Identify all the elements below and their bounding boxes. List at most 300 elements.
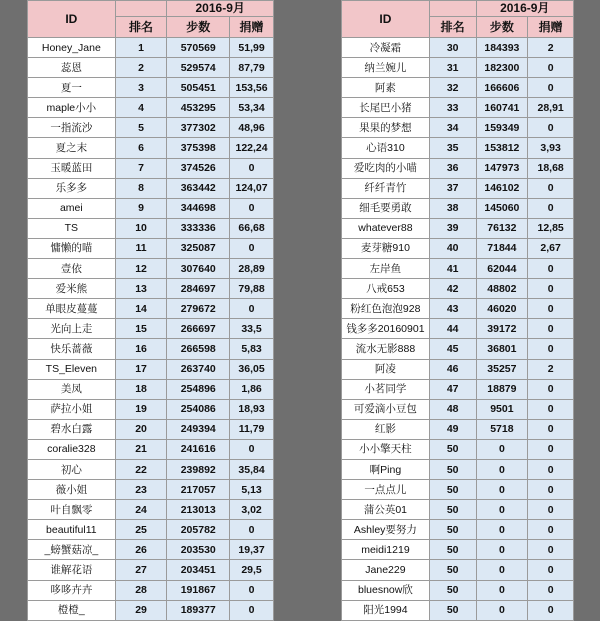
id-cell: beautiful11 [28, 520, 116, 540]
steps-cell: 0 [476, 500, 528, 520]
table-row [342, 299, 574, 319]
id-cell: TS_Eleven [28, 359, 116, 379]
rank-cell: 14 [115, 299, 167, 319]
rank-cell: 39 [429, 218, 476, 238]
steps-cell: 254086 [167, 399, 230, 419]
rank-cell: 50 [429, 480, 476, 500]
table-row [28, 259, 274, 279]
donation-cell: 29,5 [230, 560, 274, 580]
table-row [28, 158, 274, 178]
id-cell: 流水无影888 [342, 339, 430, 359]
rank-cell: 18 [115, 379, 167, 399]
donation-cell: 122,24 [230, 138, 274, 158]
donation-cell: 0 [528, 58, 574, 78]
table-row [342, 359, 574, 379]
table-row [28, 98, 274, 118]
id-cell: bluesnow欣 [342, 580, 430, 600]
id-cell: 谁解花语 [28, 560, 116, 580]
table-row [342, 379, 574, 399]
steps-cell: 241616 [167, 439, 230, 459]
table-row [28, 279, 274, 299]
id-cell: 一点点儿 [342, 480, 430, 500]
table-row [28, 379, 274, 399]
id-cell: Jane229 [342, 560, 430, 580]
id-cell: coralie328 [28, 439, 116, 459]
id-cell: amei [28, 198, 116, 218]
rank-cell: 45 [429, 339, 476, 359]
table-row [342, 178, 574, 198]
table-row [28, 540, 274, 560]
steps-cell: 39172 [476, 319, 528, 339]
id-cell: Ashley要努力 [342, 520, 430, 540]
rank-cell: 17 [115, 359, 167, 379]
steps-cell: 279672 [167, 299, 230, 319]
table-row [28, 399, 274, 419]
id-cell: 薇小姐 [28, 480, 116, 500]
id-cell: 夏一 [28, 78, 116, 98]
rank-cell: 3 [115, 78, 167, 98]
rank-cell: 2 [115, 58, 167, 78]
id-cell: 小茗同学 [342, 379, 430, 399]
rank-cell: 27 [115, 560, 167, 580]
steps-cell: 182300 [476, 58, 528, 78]
period-header: 2016-9月 [476, 1, 573, 17]
rank-cell: 49 [429, 419, 476, 439]
id-cell: 夏之末 [28, 138, 116, 158]
rank-cell: 38 [429, 198, 476, 218]
id-cell: 纤纤青竹 [342, 178, 430, 198]
steps-cell: 0 [476, 540, 528, 560]
rank-cell: 12 [115, 259, 167, 279]
table-row [342, 319, 574, 339]
table-row [28, 600, 274, 620]
rank-cell: 37 [429, 178, 476, 198]
rank-cell: 1 [115, 38, 167, 58]
id-cell: 哆哆卉卉 [28, 580, 116, 600]
id-cell: 快乐蔷薇 [28, 339, 116, 359]
id-cell: 光向上走 [28, 319, 116, 339]
rank-cell: 50 [429, 560, 476, 580]
table-row [28, 319, 274, 339]
id-cell: 八戒653 [342, 279, 430, 299]
donation-cell: 5,13 [230, 480, 274, 500]
donation-cell: 28,91 [528, 98, 574, 118]
steps-cell: 189377 [167, 600, 230, 620]
rank-cell: 31 [429, 58, 476, 78]
steps-cell: 203451 [167, 560, 230, 580]
steps-cell: 249394 [167, 419, 230, 439]
rank-cell: 46 [429, 359, 476, 379]
id-cell: 慵懒的喵 [28, 238, 116, 258]
steps-cell: 266697 [167, 319, 230, 339]
donation-cell: 2 [528, 38, 574, 58]
header-blank-cell [429, 1, 476, 17]
id-cell: 纳兰婉儿 [342, 58, 430, 78]
donation-cell: 33,5 [230, 319, 274, 339]
id-cell: 小小擎天柱 [342, 439, 430, 459]
id-cell: 乐多多 [28, 178, 116, 198]
donation-cell: 48,96 [230, 118, 274, 138]
rank-cell: 43 [429, 299, 476, 319]
table-row [28, 299, 274, 319]
table-row [342, 339, 574, 359]
steps-cell: 344698 [167, 198, 230, 218]
table-row [28, 439, 274, 459]
id-cell: 心语310 [342, 138, 430, 158]
id-cell: 一指流沙 [28, 118, 116, 138]
id-cell: 果果的梦想 [342, 118, 430, 138]
donation-cell: 11,79 [230, 419, 274, 439]
donation-cell: 87,79 [230, 58, 274, 78]
table-row [28, 500, 274, 520]
donation-cell: 3,93 [528, 138, 574, 158]
table-row [28, 480, 274, 500]
id-cell: 壹依 [28, 259, 116, 279]
donation-cell: 18,93 [230, 399, 274, 419]
steps-cell: 76132 [476, 218, 528, 238]
steps-cell: 254896 [167, 379, 230, 399]
donation-cell: 2,67 [528, 238, 574, 258]
rank-cell: 32 [429, 78, 476, 98]
table-row [342, 399, 574, 419]
steps-cell: 203530 [167, 540, 230, 560]
steps-cell: 363442 [167, 178, 230, 198]
id-cell: TS [28, 218, 116, 238]
id-cell: 初心 [28, 459, 116, 479]
donation-cell: 0 [230, 600, 274, 620]
table-row [342, 38, 574, 58]
table-row [342, 419, 574, 439]
table-row [342, 198, 574, 218]
rank-cell: 7 [115, 158, 167, 178]
rank-cell: 50 [429, 600, 476, 620]
donation-cell: 0 [230, 299, 274, 319]
steps-cell: 217057 [167, 480, 230, 500]
id-cell: 麦芽糖910 [342, 238, 430, 258]
donation-cell: 79,88 [230, 279, 274, 299]
id-cell: 橙橙_ [28, 600, 116, 620]
id-column-header: ID [28, 1, 116, 38]
steps-cell: 160741 [476, 98, 528, 118]
rank-cell: 6 [115, 138, 167, 158]
table-row [342, 480, 574, 500]
steps-cell: 48802 [476, 279, 528, 299]
id-cell: 长尾巴小猪 [342, 98, 430, 118]
id-cell: 阳光1994 [342, 600, 430, 620]
id-cell: 萨拉小姐 [28, 399, 116, 419]
donation-cell: 0 [230, 520, 274, 540]
steps-cell: 0 [476, 600, 528, 620]
donation-cell: 66,68 [230, 218, 274, 238]
steps-cell: 0 [476, 480, 528, 500]
table-row [342, 118, 574, 138]
table-row [28, 359, 274, 379]
rank-cell: 22 [115, 459, 167, 479]
rank-cell: 50 [429, 580, 476, 600]
steps-cell: 46020 [476, 299, 528, 319]
id-cell: 阿素 [342, 78, 430, 98]
steps-cell: 0 [476, 560, 528, 580]
rank-cell: 8 [115, 178, 167, 198]
steps-cell: 570569 [167, 38, 230, 58]
steps-cell: 166606 [476, 78, 528, 98]
rank-cell: 50 [429, 520, 476, 540]
steps-cell: 146102 [476, 178, 528, 198]
donation-column-header: 捐赠 [528, 17, 574, 38]
donation-cell: 0 [528, 560, 574, 580]
rank-cell: 9 [115, 198, 167, 218]
donation-cell: 0 [528, 78, 574, 98]
rank-cell: 35 [429, 138, 476, 158]
donation-cell: 53,34 [230, 98, 274, 118]
table-row [28, 520, 274, 540]
rank-cell: 34 [429, 118, 476, 138]
rank-cell: 16 [115, 339, 167, 359]
steps-cell: 375398 [167, 138, 230, 158]
donation-column-header: 捐赠 [230, 17, 274, 38]
rank-cell: 50 [429, 540, 476, 560]
table-row [342, 459, 574, 479]
donation-cell: 0 [230, 158, 274, 178]
steps-cell: 9501 [476, 399, 528, 419]
id-cell: 蕊恩 [28, 58, 116, 78]
table-row [28, 78, 274, 98]
rank-cell: 50 [429, 459, 476, 479]
steps-cell: 18879 [476, 379, 528, 399]
table-row [342, 218, 574, 238]
rank-cell: 36 [429, 158, 476, 178]
donation-cell: 0 [230, 439, 274, 459]
id-cell: 红影 [342, 419, 430, 439]
donation-cell: 0 [528, 419, 574, 439]
id-cell: meidi1219 [342, 540, 430, 560]
table-row [28, 138, 274, 158]
period-header: 2016-9月 [167, 1, 274, 17]
id-cell: 玉暖蓝田 [28, 158, 116, 178]
steps-cell: 239892 [167, 459, 230, 479]
id-cell: 细毛要勇敢 [342, 198, 430, 218]
donation-cell: 28,89 [230, 259, 274, 279]
donation-cell: 0 [528, 500, 574, 520]
table-row [28, 339, 274, 359]
table-row [342, 560, 574, 580]
table-row [28, 459, 274, 479]
rank-cell: 10 [115, 218, 167, 238]
steps-cell: 145060 [476, 198, 528, 218]
donation-cell: 0 [528, 379, 574, 399]
donation-cell: 124,07 [230, 178, 274, 198]
donation-cell: 0 [528, 319, 574, 339]
table-row [342, 259, 574, 279]
donation-cell: 0 [230, 580, 274, 600]
rank-cell: 30 [429, 38, 476, 58]
steps-column-header: 步数 [476, 17, 528, 38]
donation-cell: 0 [528, 520, 574, 540]
donation-cell: 12,85 [528, 218, 574, 238]
rank-cell: 11 [115, 238, 167, 258]
donation-cell: 1,86 [230, 379, 274, 399]
id-cell: 粉红色泡泡928 [342, 299, 430, 319]
donation-cell: 0 [528, 459, 574, 479]
donation-cell: 0 [528, 279, 574, 299]
donation-cell: 0 [528, 339, 574, 359]
left-ranking-table [27, 0, 274, 621]
header-blank-cell [115, 1, 167, 17]
donation-cell: 0 [528, 118, 574, 138]
steps-cell: 263740 [167, 359, 230, 379]
rank-column-header: 排名 [429, 17, 476, 38]
steps-cell: 0 [476, 580, 528, 600]
donation-cell: 5,83 [230, 339, 274, 359]
table-row [28, 419, 274, 439]
steps-cell: 0 [476, 439, 528, 459]
donation-cell: 0 [528, 178, 574, 198]
id-cell: 碧水白露 [28, 419, 116, 439]
steps-cell: 191867 [167, 580, 230, 600]
steps-cell: 62044 [476, 259, 528, 279]
id-column-header: ID [342, 1, 430, 38]
donation-cell: 18,68 [528, 158, 574, 178]
donation-cell: 2 [528, 359, 574, 379]
steps-cell: 0 [476, 459, 528, 479]
rank-cell: 44 [429, 319, 476, 339]
rank-cell: 40 [429, 238, 476, 258]
table-row [28, 198, 274, 218]
id-cell: 叶自飘零 [28, 500, 116, 520]
id-cell: 美凤 [28, 379, 116, 399]
donation-cell: 19,37 [230, 540, 274, 560]
steps-cell: 0 [476, 520, 528, 540]
steps-cell: 153812 [476, 138, 528, 158]
table-row [342, 439, 574, 459]
table-row [342, 600, 574, 620]
donation-cell: 3,02 [230, 500, 274, 520]
steps-cell: 266598 [167, 339, 230, 359]
id-cell: 冷凝霜 [342, 38, 430, 58]
rank-cell: 48 [429, 399, 476, 419]
id-cell: 钱多多20160901 [342, 319, 430, 339]
rank-cell: 5 [115, 118, 167, 138]
id-cell: 蒲公英01 [342, 500, 430, 520]
table-row [342, 58, 574, 78]
table-row [342, 279, 574, 299]
rank-cell: 41 [429, 259, 476, 279]
table-row [342, 138, 574, 158]
donation-cell: 0 [528, 600, 574, 620]
table-row [342, 500, 574, 520]
steps-cell: 505451 [167, 78, 230, 98]
table-row [28, 178, 274, 198]
steps-cell: 374526 [167, 158, 230, 178]
donation-cell: 0 [528, 540, 574, 560]
steps-cell: 5718 [476, 419, 528, 439]
table-row [28, 580, 274, 600]
right-ranking-panel [341, 0, 574, 617]
table-row [342, 540, 574, 560]
steps-cell: 184393 [476, 38, 528, 58]
steps-cell: 35257 [476, 359, 528, 379]
donation-cell: 0 [528, 299, 574, 319]
donation-cell: 0 [230, 198, 274, 218]
rank-cell: 15 [115, 319, 167, 339]
rank-cell: 47 [429, 379, 476, 399]
steps-cell: 205782 [167, 520, 230, 540]
table-row [342, 98, 574, 118]
rank-cell: 33 [429, 98, 476, 118]
table-row [28, 118, 274, 138]
rank-cell: 50 [429, 439, 476, 459]
table-row [342, 78, 574, 98]
steps-cell: 36801 [476, 339, 528, 359]
donation-cell: 51,99 [230, 38, 274, 58]
id-cell: 爱吃肉的小喵 [342, 158, 430, 178]
donation-cell: 153,56 [230, 78, 274, 98]
steps-cell: 529574 [167, 58, 230, 78]
rank-cell: 20 [115, 419, 167, 439]
steps-cell: 333336 [167, 218, 230, 238]
table-row [28, 218, 274, 238]
donation-cell: 0 [528, 480, 574, 500]
table-row [28, 238, 274, 258]
steps-cell: 377302 [167, 118, 230, 138]
donation-cell: 0 [528, 259, 574, 279]
donation-cell: 35,84 [230, 459, 274, 479]
donation-cell: 0 [528, 439, 574, 459]
id-cell: _螃蟹菇凉_ [28, 540, 116, 560]
rank-cell: 42 [429, 279, 476, 299]
steps-cell: 147973 [476, 158, 528, 178]
rank-cell: 26 [115, 540, 167, 560]
id-cell: 啊Ping [342, 459, 430, 479]
id-cell: 左岸鱼 [342, 259, 430, 279]
table-row [28, 58, 274, 78]
steps-cell: 453295 [167, 98, 230, 118]
table-row [342, 520, 574, 540]
donation-cell: 0 [528, 198, 574, 218]
id-cell: maple小小 [28, 98, 116, 118]
id-cell: whatever88 [342, 218, 430, 238]
donation-cell: 36,05 [230, 359, 274, 379]
steps-cell: 284697 [167, 279, 230, 299]
steps-cell: 213013 [167, 500, 230, 520]
rank-cell: 25 [115, 520, 167, 540]
table-row [342, 580, 574, 600]
rank-cell: 28 [115, 580, 167, 600]
table-row [342, 158, 574, 178]
id-cell: 单眼皮蔓蔓 [28, 299, 116, 319]
rank-cell: 24 [115, 500, 167, 520]
left-ranking-panel [27, 0, 274, 617]
rank-cell: 21 [115, 439, 167, 459]
rank-cell: 13 [115, 279, 167, 299]
table-row [342, 238, 574, 258]
donation-cell: 0 [528, 399, 574, 419]
id-cell: 阿凌 [342, 359, 430, 379]
table-row [28, 38, 274, 58]
steps-cell: 325087 [167, 238, 230, 258]
donation-cell: 0 [230, 238, 274, 258]
steps-cell: 307640 [167, 259, 230, 279]
rank-column-header: 排名 [115, 17, 167, 38]
steps-cell: 159349 [476, 118, 528, 138]
rank-cell: 29 [115, 600, 167, 620]
id-cell: 爱米熊 [28, 279, 116, 299]
rank-cell: 4 [115, 98, 167, 118]
id-cell: 可爱滴小豆包 [342, 399, 430, 419]
steps-cell: 71844 [476, 238, 528, 258]
id-cell: Honey_Jane [28, 38, 116, 58]
steps-column-header: 步数 [167, 17, 230, 38]
